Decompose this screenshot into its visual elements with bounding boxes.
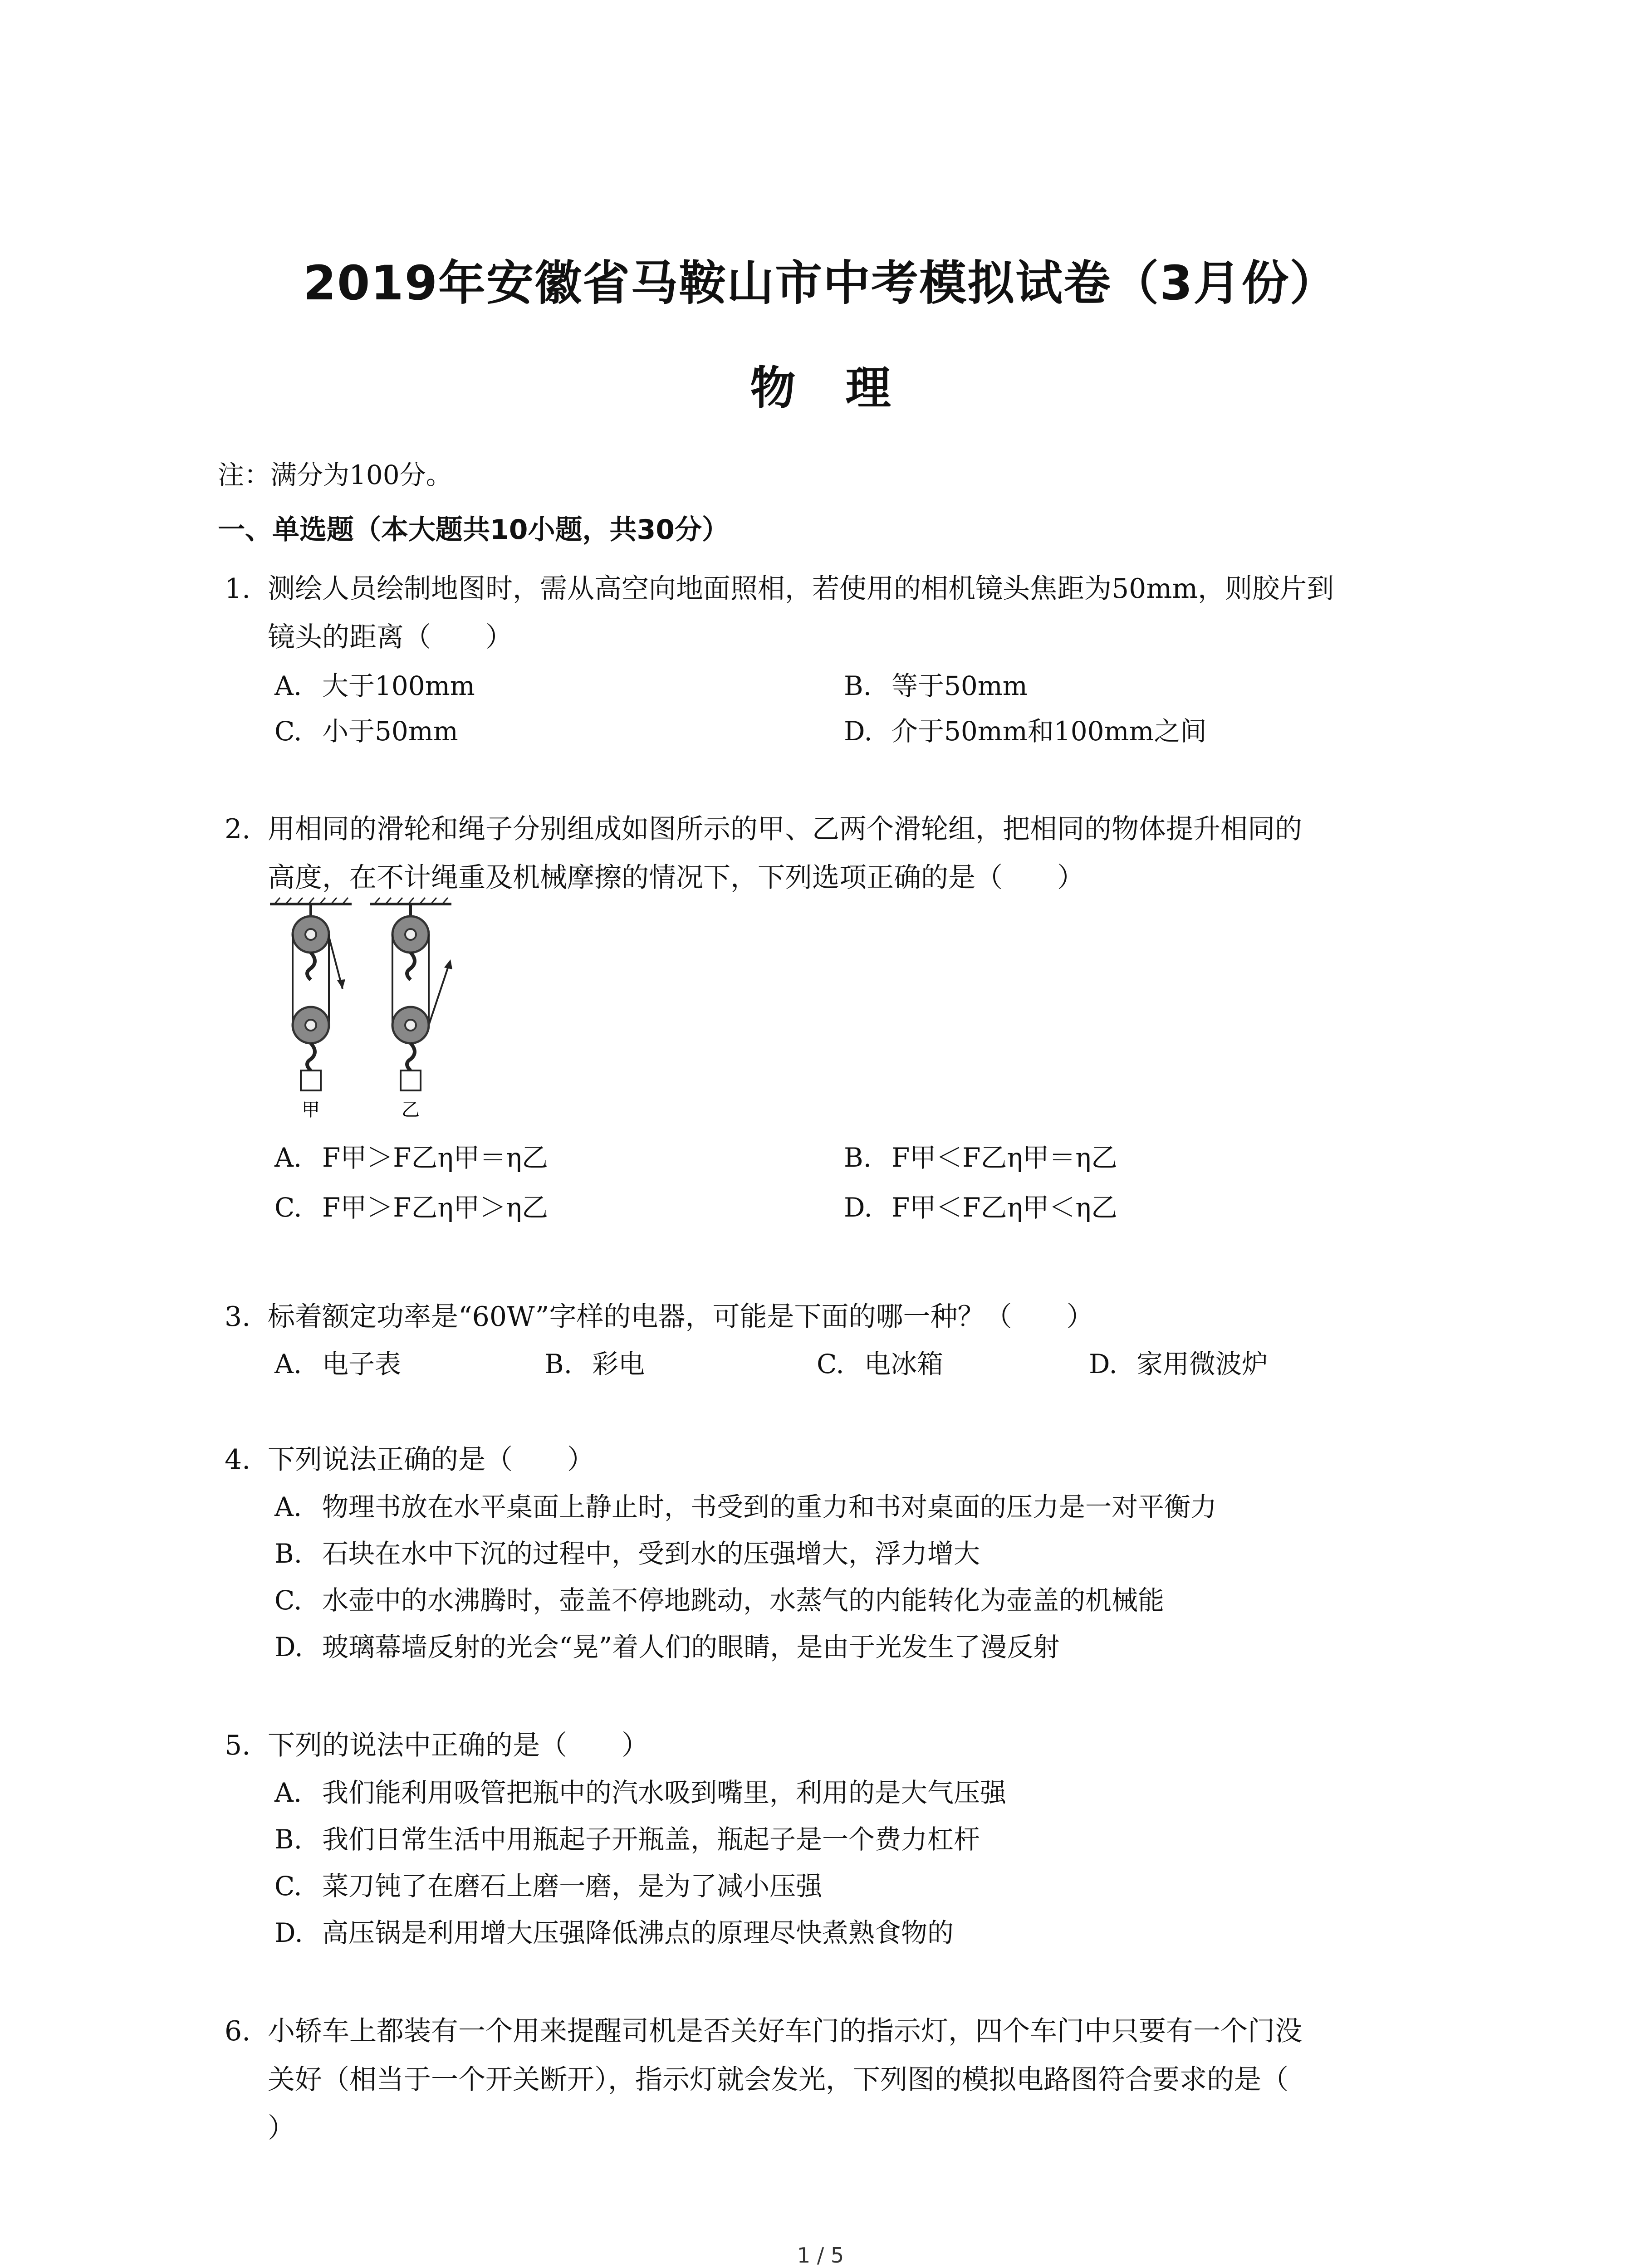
question-text-line: 标着额定功率是“60W”字样的电器，可能是下面的哪一种？（ ） [268, 1301, 1094, 1333]
question-text-line: 高度，在不计绳重及机械摩擦的情况下，下列选项正确的是（ ） [268, 862, 1084, 894]
question-text-line: 关好（相当于一个开关断开），指示灯就会发光，下列图的模拟电路图符合要求的是（ [268, 2064, 1288, 2096]
option-b: B. 彩电 [544, 1349, 645, 1379]
option-a: A. 大于100mm [274, 670, 475, 701]
figure-label-yi: 乙 [402, 1100, 420, 1120]
option-a: A. 电子表 [274, 1349, 402, 1379]
score-note: 注：满分为100分。 [218, 459, 452, 490]
question-4 [225, 1436, 1459, 1484]
option-a: A. 物理书放在水平桌面上静止时，书受到的重力和书对桌面的压力是一对平衡力 [274, 1491, 1217, 1522]
question-text-line: 下列说法正确的是（ ） [268, 1444, 594, 1476]
option-d: D. 高压锅是利用增大压强降低沸点的原理尽快煮熟食物的 [274, 1917, 954, 1948]
option-c: C. 水壶中的水沸腾时，壶盖不停地跳动，水蒸气的内能转化为壶盖的机械能 [274, 1585, 1165, 1616]
option-d: D. 介于50mm和100mm之间 [844, 716, 1207, 747]
pulley-system-jia [293, 904, 345, 1090]
subject-char-1: 物 [750, 362, 796, 415]
option-a: A. F甲＞F乙η甲＝η乙 [274, 1142, 548, 1173]
option-c: C. 电冰箱 [817, 1349, 944, 1379]
question-6 [225, 2007, 1459, 2153]
question-number: 4. [225, 1444, 251, 1476]
exam-title: 2019年安徽省马鞍山市中考模拟试卷（3月份） [303, 255, 1338, 311]
subject-char-2: 理 [845, 362, 891, 415]
pulley-system-yi [392, 904, 452, 1090]
page-number: 1 / 5 [797, 2243, 844, 2268]
question-number: 1. [225, 573, 251, 605]
question-3 [225, 1293, 1459, 1341]
question-text-line: 镜头的距离（ ） [268, 621, 513, 653]
question-number: 2. [225, 813, 251, 845]
option-a: A. 我们能利用吸管把瓶中的汽水吸到嘴里，利用的是大气压强 [274, 1777, 1007, 1808]
option-d: D. 家用微波炉 [1089, 1349, 1269, 1379]
question-number: 3. [225, 1301, 251, 1333]
section-title: 一、单选题（本大题共10小题，共30分） [218, 514, 729, 546]
question-2 [225, 805, 1459, 902]
option-c: C. 小于50mm [274, 716, 458, 747]
option-c: C. F甲＞F乙η甲＞η乙 [274, 1192, 548, 1223]
option-b: B. 我们日常生活中用瓶起子开瓶盖，瓶起子是一个费力杠杆 [274, 1824, 980, 1855]
option-b: B. 等于50mm [844, 670, 1028, 701]
question-text-line: 小轿车上都装有一个用来提醒司机是否关好车门的指示灯，四个车门中只要有一个门没 [268, 2015, 1302, 2047]
option-c: C. 菜刀钝了在磨石上磨一磨，是为了减小压强 [274, 1871, 823, 1901]
option-d: D. F甲＜F乙η甲＜η乙 [844, 1192, 1117, 1223]
option-b: B. F甲＜F乙η甲＝η乙 [844, 1142, 1117, 1173]
pulley-figure [265, 896, 460, 1123]
question-1 [225, 565, 1459, 662]
question-number: 5. [225, 1730, 251, 1761]
question-text-line: 测绘人员绘制地图时，需从高空向地面照相，若使用的相机镜头焦距为50mm，则胶片到 [268, 573, 1334, 605]
option-b: B. 石块在水中下沉的过程中，受到水的压强增大，浮力增大 [274, 1538, 980, 1569]
subject-heading [0, 352, 1641, 417]
question-text-line: 用相同的滑轮和绳子分别组成如图所示的甲、乙两个滑轮组，把相同的物体提升相同的 [268, 813, 1302, 845]
question-text-line: 下列的说法中正确的是（ ） [268, 1730, 649, 1761]
question-5 [225, 1721, 1459, 1770]
question-text-line: ） [268, 2112, 295, 2144]
option-d: D. 玻璃幕墙反射的光会“晃”着人们的眼睛，是由于光发生了漫反射 [274, 1632, 1060, 1662]
figure-label-jia: 甲 [302, 1100, 320, 1120]
question-number: 6. [225, 2015, 251, 2047]
